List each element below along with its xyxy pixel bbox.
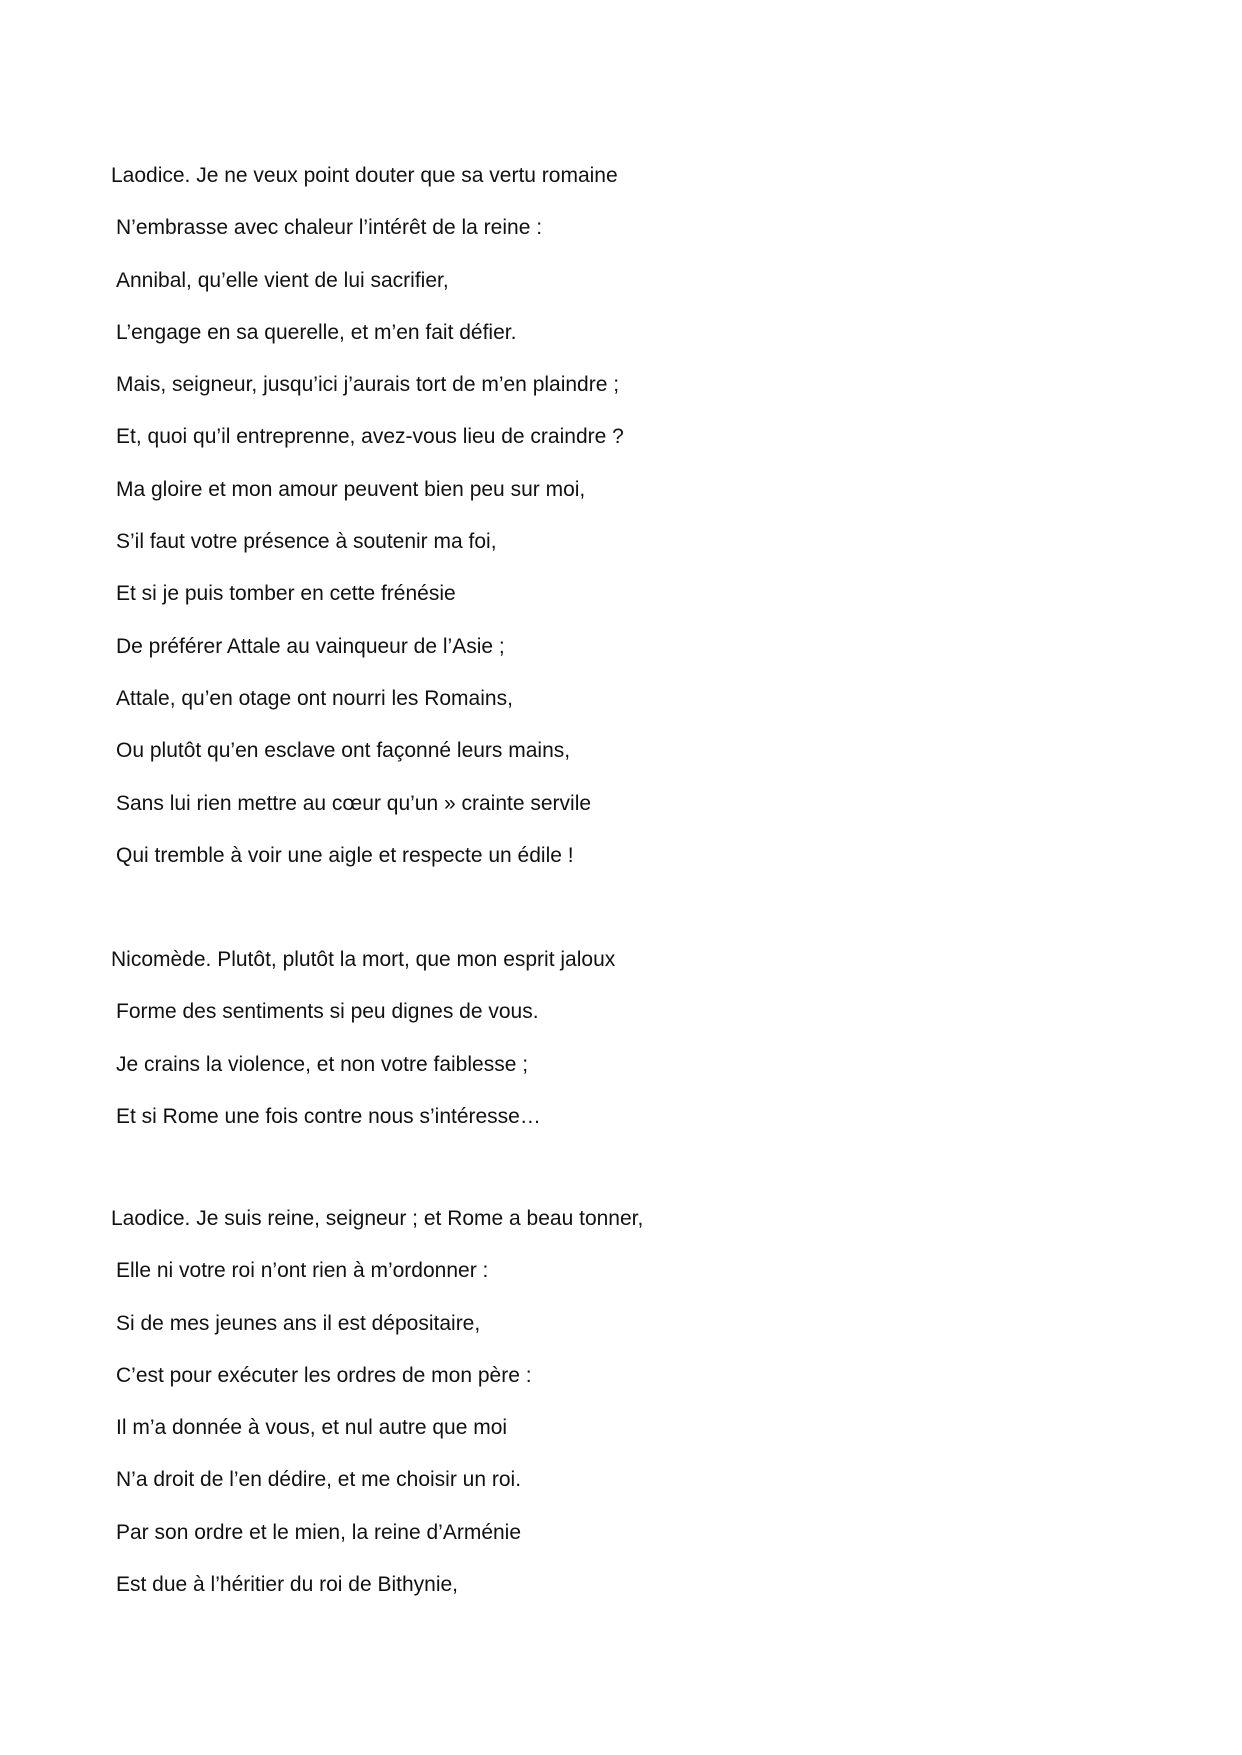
verse-line: Laodice. Je suis reine, seigneur ; et Rome a beau tonner, [111, 1207, 644, 1230]
verse-line: L’engage en sa querelle, et m’en fait défier. [116, 320, 517, 344]
verse-line: Et si Rome une fois contre nous s’intéresse… [116, 1104, 541, 1128]
verse-line: N’embrasse avec chaleur l’intérêt de la reine : [116, 216, 543, 240]
verse-line: N’a droit de l’en dédire, et me choisir un roi. [116, 1468, 522, 1492]
stanza-laodice-1 [111, 150, 1011, 882]
verse-line: Je crains la violence, et non votre faiblesse ; [116, 1052, 529, 1076]
verse-line: Annibal, qu’elle vient de lui sacrifier, [116, 268, 449, 292]
verse-line: Il m’a donnée à vous, et nul autre que moi [116, 1416, 508, 1440]
verse-line: Et, quoi qu’il entreprenne, avez-vous lieu de craindre ? [116, 425, 624, 449]
verse-line: S’il faut votre présence à soutenir ma foi, [116, 530, 497, 554]
stanza-laodice-2 [111, 1193, 1011, 1611]
verse-line: Mais, seigneur, jusqu’ici j’aurais tort de m’en plaindre ; [116, 373, 620, 397]
verse-line: Ma gloire et mon amour peuvent bien peu sur moi, [116, 477, 586, 501]
verse-line: Laodice. Je ne veux point douter que sa vertu romaine [111, 164, 618, 187]
verse-line: Est due à l’héritier du roi de Bithynie, [116, 1573, 459, 1597]
verse-line: Forme des sentiments si peu dignes de vous. [116, 1000, 539, 1024]
verse-line: Sans lui rien mettre au cœur qu’un » crainte servile [116, 791, 592, 815]
verse-line: De préférer Attale au vainqueur de l’Asie ; [116, 634, 505, 658]
verse-line: Ou plutôt qu’en esclave ont façonné leurs mains, [116, 739, 571, 763]
verse-line: C’est pour exécuter les ordres de mon père : [116, 1363, 532, 1387]
verse-line: Si de mes jeunes ans il est dépositaire, [116, 1311, 481, 1335]
verse-line: Qui tremble à voir une aigle et respecte un édile ! [116, 843, 574, 867]
verse-line: Nicomède. Plutôt, plutôt la mort, que mon esprit jaloux [111, 948, 616, 971]
verse-line: Et si je puis tomber en cette frénésie [116, 582, 456, 606]
verse-line: Attale, qu’en otage ont nourri les Romains, [116, 686, 513, 710]
verse-line: Par son ordre et le mien, la reine d’Arménie [116, 1520, 522, 1544]
verse-line: Elle ni votre roi n’ont rien à m’ordonner : [116, 1259, 489, 1283]
stanza-nicomede [111, 934, 1011, 1143]
